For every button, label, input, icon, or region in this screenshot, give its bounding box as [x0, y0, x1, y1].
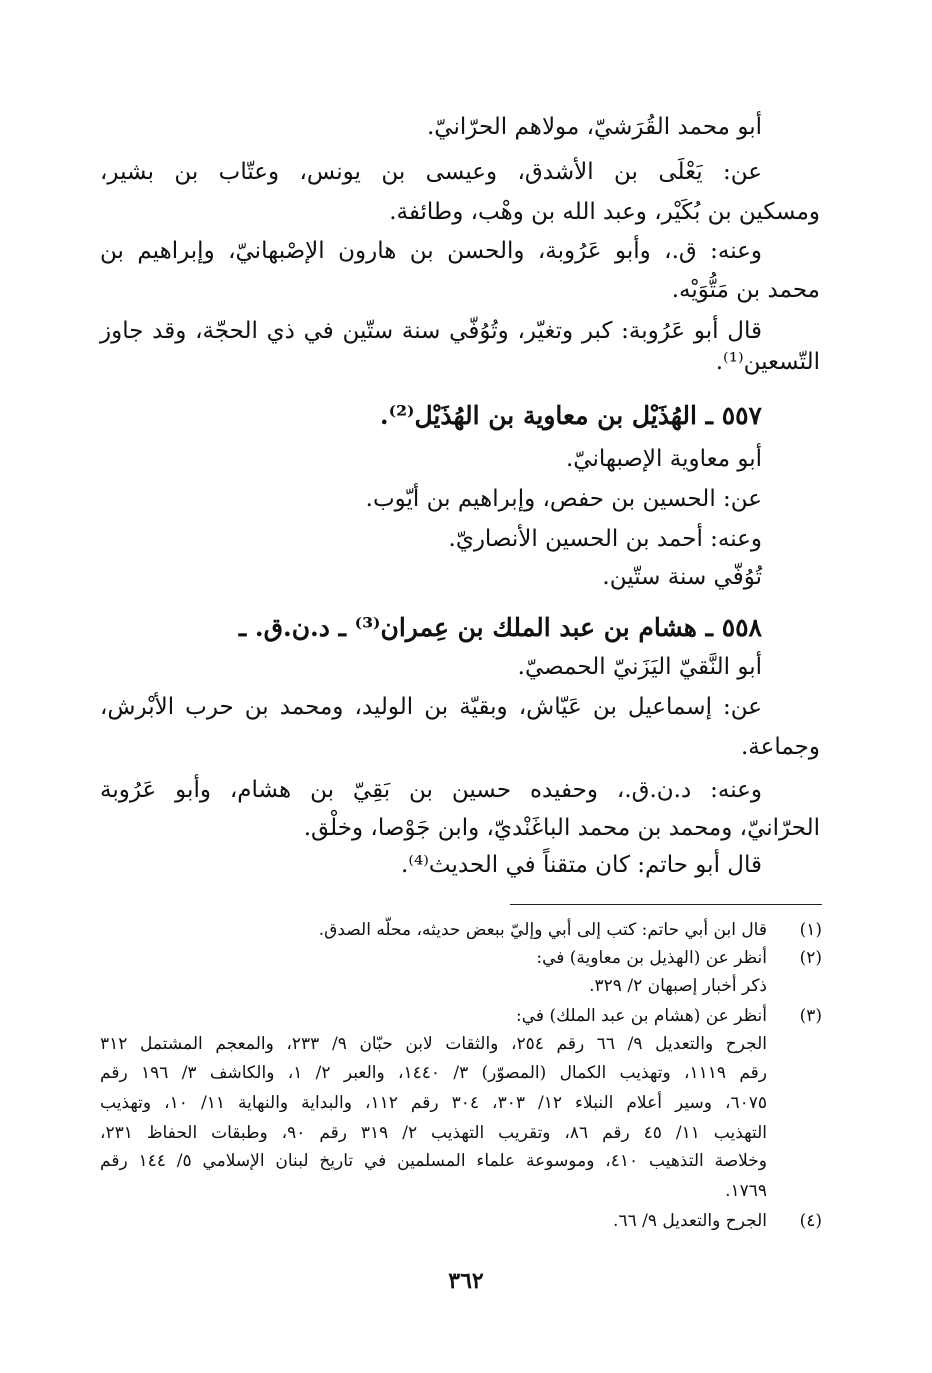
- footnote-text: ذكر أخبار إصبهان ٢/ ٣٢٩.: [589, 976, 767, 996]
- text-line: أبو النَّقيّ اليَزَنيّ الحمصيّ.: [517, 654, 762, 680]
- footnote-number: (٢): [799, 948, 822, 968]
- text-line: عن: يَعْلَى بن الأشدق، وعيسى بن يونس، وعتّاب بن بشير،: [100, 159, 762, 185]
- footnote-text: ٦٠٧٥، وسير أعلام النبلاء ١٢/ ٣٠٣، ٣٠٤ رقم ١١٢، والبداية والنهاية ١١/ ١٠، وتهذيب: [100, 1093, 768, 1113]
- text-line: وعنه: ق.، وأبو عَرُوبة، والحسن بن هارون الإصْبهانيّ، وإبراهيم بن: [100, 238, 762, 264]
- footnote-divider: [510, 904, 822, 905]
- footnote-text: ١٧٦٩.: [725, 1181, 767, 1201]
- text-line: وعنه: د.ن.ق.، وحفيده حسين بن بَقِيّ بن هشام، وأبو عَرُوبة: [100, 777, 762, 803]
- text-line: أبو معاوية الإصبهانيّ.: [565, 446, 762, 472]
- footnote-text: وخلاصة التذهيب ٤١٠، وموسوعة علماء المسلمين في تاريخ لبنان الإسلامي ٥/ ١٤٤ رقم: [100, 1151, 767, 1171]
- footnote-text: قال ابن أبي حاتم: كتب إلى أبي وإليّ ببعض حديثه، محلّه الصدق.: [318, 920, 767, 940]
- text-line: قال أبو حاتم: كان متقناً في الحديث⁽⁴⁾.: [401, 852, 762, 878]
- entry-557-heading: ٥٥٧ ـ الهُذَيْل بن معاوية بن الهُذَيْل⁽²⁾.: [379, 401, 762, 430]
- text-line: وعنه: أحمد بن الحسين الأنصاريّ.: [448, 526, 762, 552]
- text-line: أبو محمد القُرَشيّ، مولاهم الحرّانيّ.: [426, 114, 762, 140]
- text-line: وجماعة.: [741, 734, 820, 760]
- text-line: عن: الحسين بن حفص، وإبراهيم بن أيّوب.: [365, 486, 762, 512]
- text-line: محمد بن مَتُّوَيْه.: [671, 277, 820, 303]
- footnote-text: رقم ١١١٩، وتهذيب الكمال (المصوّر) ٣/ ١٤٤٠، والعبر ٢/ ١، والكاشف ٣/ ١٩٦ رقم: [100, 1063, 767, 1083]
- footnote-text: التهذيب ١١/ ٤٥ رقم ٨٦، وتقريب التهذيب ٢/ ٣١٩ رقم ٩٠، وطبقات الحفاظ ٢٣١،: [100, 1123, 767, 1143]
- footnote-text: أنظر عن (هشام بن عبد الملك) في:: [516, 1006, 767, 1026]
- text-line: التّسعين⁽¹⁾.: [715, 349, 820, 375]
- text-line: الحرّانيّ، ومحمد بن محمد الباغَنْديّ، وابن جَوْصا، وخلْق.: [303, 815, 820, 841]
- page-number: ٣٦٢: [448, 1268, 484, 1294]
- text-line: قال أبو عَرُوبة: كبر وتغيّر، وتُوُفّي سنة ستّين في ذي الحجّة، وقد جاوز: [100, 318, 762, 344]
- text-line: عن: إسماعيل بن عَيّاش، وبقيّة بن الوليد، ومحمد بن حرب الأبْرش،: [100, 694, 762, 720]
- text-line: تُوُفّي سنة ستّين.: [602, 564, 762, 590]
- footnote-text: الجرح والتعديل ٩/ ٦٦.: [613, 1211, 767, 1231]
- entry-558-heading: ٥٥٨ ـ هشام بن عبد الملك بن عِمران⁽³⁾ ـ د.ن.ق. ـ: [238, 613, 762, 642]
- footnote-text: أنظر عن (الهذيل بن معاوية) في:: [536, 948, 767, 968]
- footnote-number: (١): [799, 920, 822, 940]
- footnote-text: الجرح والتعديل ٩/ ٦٦ رقم ٢٥٤، والثقات لابن حبّان ٩/ ٢٣٣، والمعجم المشتمل ٣١٢: [100, 1034, 768, 1054]
- text-line: ومسكين بن بُكَيْر، وعبد الله بن وهْب، وطائفة.: [389, 199, 820, 225]
- footnote-number: (٤): [799, 1211, 822, 1231]
- footnote-number: (٣): [799, 1006, 822, 1026]
